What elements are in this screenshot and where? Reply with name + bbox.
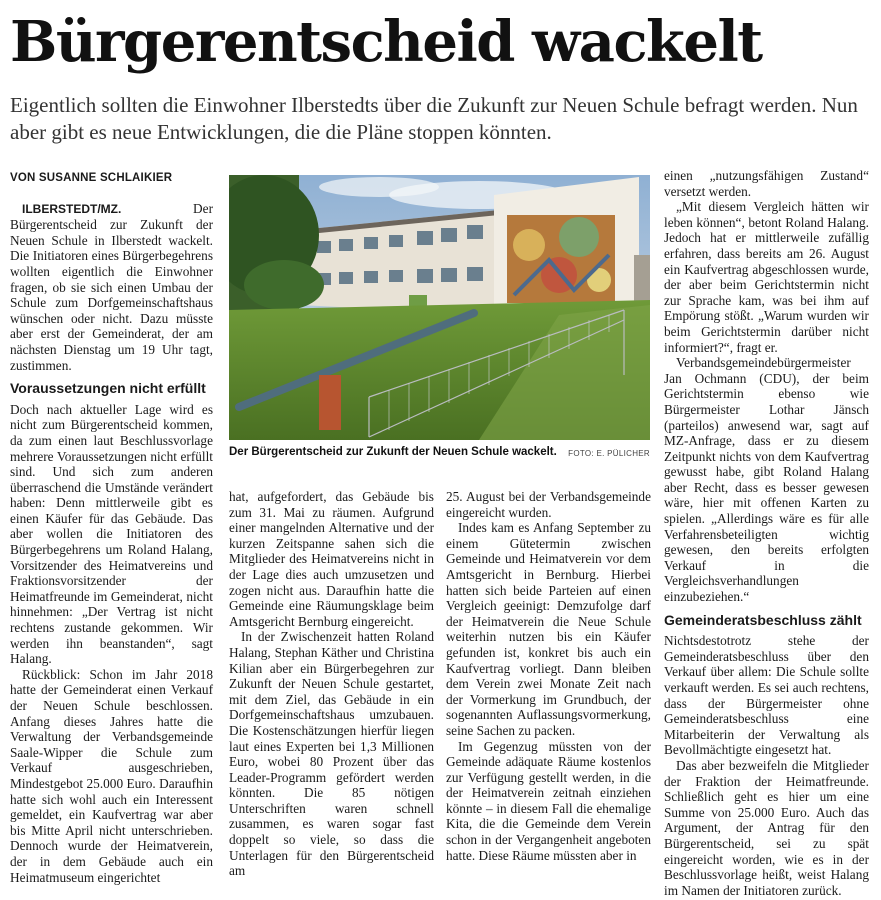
headline: Bürgerentscheid wackelt xyxy=(10,9,762,75)
dateline: ILBERSTEDT/MZ. xyxy=(22,201,122,216)
article-column-3 xyxy=(446,489,651,863)
subheading: Voraussetzungen nicht erfüllt xyxy=(10,380,206,397)
subheading: Gemeinderatsbeschluss zählt xyxy=(664,611,862,628)
paragraph: In der Zwischenzeit hatten Roland Halang, Stephan Käther und Christina Kilian aber ein Bürgerbegehren zur Zukunft der Neuen Schule gestartet, mit dem Ziel, das Gebäude in ein Dorfgemeinschaftshaus umzubauen. Die Kostenschätzungen hierfür liegen laut eines Experten bei 1,3 Millionen Euro, wobei 80 Prozent über das Leader-Programm gefördert werden könnten. Die 85 nötigen Unterschriften waren schnell zusammen, es waren sogar fast doppelt so viele, so dass die Unterlagen für den Bürgerentscheid am xyxy=(229,629,434,879)
paragraph: einen „nutzungsfähigen Zustand“ versetzt werden. xyxy=(664,168,869,199)
paragraph: 25. August bei der Verbandsgemeinde eingereicht wurden. xyxy=(446,489,651,520)
paragraph: „Mit diesem Vergleich hätten wir leben können“, betont Roland Halang. Jedoch hat er mittlerweile zufällig erfahren, dass bereits am 26. August ein Kaufvertrag abgeschlossen wurde, der aber beim Gerichtstermin nicht zur Sprache kam, was bei ihm auf Empörung stößt. „Warum wurden wir beim Gerichtstermin darüber nicht informiert?“, fragt er. xyxy=(664,199,869,355)
article-column-1 xyxy=(10,165,213,885)
paragraph xyxy=(10,201,213,374)
paragraph: Das aber bezweifeln die Mitglieder der Fraktion der Heimatfreunde. Schließlich geht es hier um eine Summe von 25.000 Euro. Auch das Argument, der Antrag für den Bürgerentscheid, sei zu spät eingereicht worden, wie es in der Beschlussvorlage heißt, weist Halang im Namen der Initiatoren zurück. xyxy=(664,757,869,898)
paragraph: Im Gegenzug müssten von der Gemeinde adäquate Räume kostenlos zur Verfügung gestellt werden, in die der Heimatverein zeitnah einziehen könnte – in diesem Fall die ehemalige Kita, die die Gemeinde dem Verein schon in der Vergangenheit angeboten hatte. Diese Räume müssten aber in xyxy=(446,738,651,863)
photo-credit: FOTO: E. PÜLICHER xyxy=(568,449,650,458)
deck-subtitle: Eigentlich sollten die Einwohner Ilberstedts über die Zukunft zur Neuen Schule befragt werden. Nun aber gibt es neue Entwicklungen, die die Pläne stoppen könnten. xyxy=(10,93,858,144)
paragraph: Doch nach aktueller Lage wird es nicht zum Bürgerentscheid kommen, da zum einen laut Beschlussvorlage mehrere Voraussetzungen nicht erfüllt sind. Und sich zum anderen überraschend die Umstände verändert haben: Denn mittlerweile gibt es einen Käufer für das Gebäude. Das aber wollen die Initiatoren des Bürgerbegehrens um Roland Halang, Vorsitzender des Heimatvereins und Fraktionsvorsitzender der Heimatfreunde im Gemeinderat, nicht hinnehmen: „Der Vertrag ist nicht rechtens zustande gekommen. Wir werden ihn beanstanden“, sagt Halang. xyxy=(10,401,213,667)
paragraph: Verbandsgemeindebürgermeister Jan Ochmann (CDU), der beim Gerichtstermin ebenso wie Bürgermeister Lothar Jänsch (parteilos) anwesend war, sagt auf MZ-Anfrage, dass er zu diesem Zeitpunkt nichts von dem Kaufvertrag gewusst habe, gibt Roland Halang aber Recht, dass es besser gewesen wäre, hier mit offenen Karten zu spielen. „Allerdings wäre es für alle Verfahrensbeteiligten wichtig gewesen, den bereits erfolgten Verkauf in die Vergleichsverhandlungen einzubeziehen.“ xyxy=(664,355,869,605)
photo-caption-row xyxy=(229,446,650,462)
paragraph-text: Der Bürgerentscheid zur Zukunft der Neuen Schule in Ilberstedt wackelt. Die Initiatoren eines Bürgerbegehrens wollten eigentlich die Einwohner fragen, ob sie sich einen Umbau der Schule zum Dorfgemeinschaftshaus wünschen oder nicht. Dazu müsste aber erst der Gemeinderat, der am nächsten Dienstag um 19 Uhr tagt, zustimmen. xyxy=(10,200,213,373)
article-photo xyxy=(229,175,650,440)
school-building-photo xyxy=(229,175,650,440)
photo-caption: Der Bürgerentscheid zur Zukunft der Neuen Schule wackelt. xyxy=(229,446,557,458)
paragraph: Nichtsdestotrotz stehe der Gemeinderatsbeschluss über den Verkauf über allem: Die Schule sollte verkauft werden. Es sei auch rechtens, dass der Bürgermeister ohne Gemeinderatsbeschluss eine Mitarbeiterin der Verwaltung als Bevollmächtigte eingesetzt hat. xyxy=(664,633,869,758)
article-column-4 xyxy=(664,168,869,898)
article-column-2 xyxy=(229,489,434,879)
paragraph: Indes kam es Anfang September zu einem Gütetermin zwischen Gemeinde und Heimatverein vor dem Amtsgericht in Bernburg. Hierbei hatten sich beide Parteien auf einen Vergleich geeinigt: Demzufolge darf der Heimatverein die Neue Schule weiterhin nutzen bis ein Käufer gefunden ist, konkret bis auch ein Kaufvertrag vorliegt. Dann bleiben dem Verein zwei Monate Zeit nach der Vormerkung im Grundbuch, der sogenannten Auflassungsvormerkung, seine Sachen zu packen. xyxy=(446,520,651,738)
paragraph: Rückblick: Schon im Jahr 2018 hatte der Gemeinderat einen Verkauf der Neuen Schule beschlossen. Anfang dieses Jahres hatte die Verwaltung der Verbandsgemeinde Saale-Wipper die Schule zum Verkauf ausgeschrieben, Mindestgebot 25.000 Euro. Daraufhin hatte sich wohl auch ein Interessent gemeldet, ein Kaufvertrag war aber bis Mitte April nicht unterschrieben. Dennoch wurde der Heimatverein, der in dem Gebäude auch ein Heimatmuseum eingerichtet xyxy=(10,666,213,885)
paragraph: hat, aufgefordert, das Gebäude bis zum 31. Mai zu räumen. Aufgrund einer mangelnden Alternative und der kurzen Zeitspanne sahen sich die Mitglieder des Heimatvereins nicht in der Lage dies auch umzusetzen und zogen nicht aus. Daraufhin hatte die Gemeinde eine Räumungsklage beim Amtsgericht Bernburg eingereicht. xyxy=(229,489,434,629)
byline: VON SUSANNE SCHLAIKIER xyxy=(10,172,173,184)
